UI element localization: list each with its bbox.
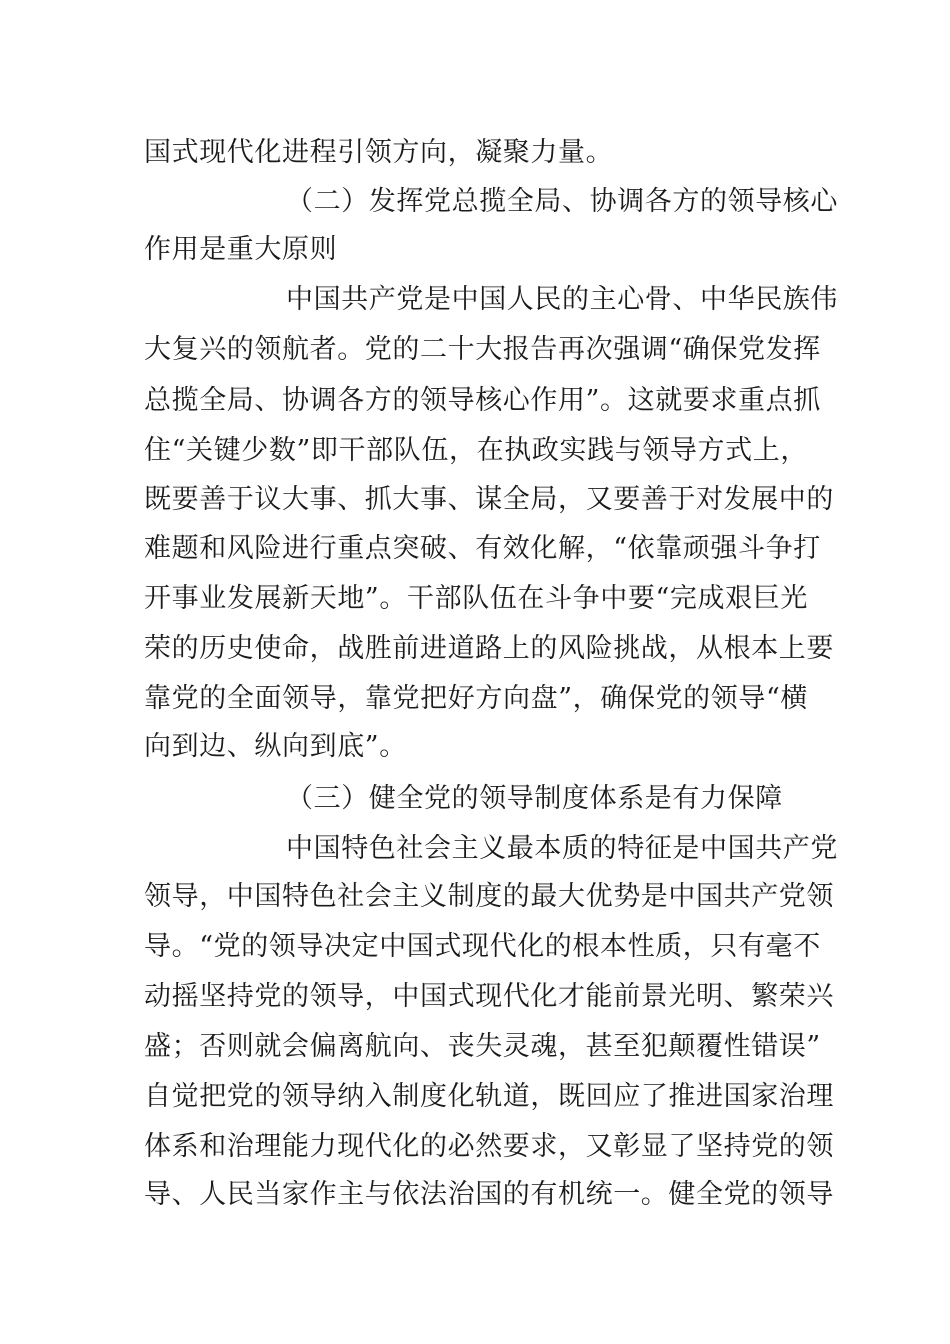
text-line: 难题和风险进行重点突破、有效化解，“依靠顽强斗争打 [144,533,821,564]
text-line: 总揽全局、协调各方的领导核心作用”。这就要求重点抓 [144,385,821,416]
text-line: 开事业发展新天地”。干部队伍在斗争中要“完成艰巨光 [144,583,808,614]
text-line: 自觉把党的领导纳入制度化轨道，既回应了推进国家治理 [144,1081,834,1112]
section-heading-3: （三）健全党的领导制度体系是有力保障 [286,783,783,814]
text-line: 既要善于议大事、抓大事、谋全局，又要善于对发展中的 [144,484,834,515]
text-line: 导。“党的领导决定中国式现代化的根本性质，只有毫不 [144,931,821,962]
text-line: 盛；否则就会偏离航向、丧失灵魂，甚至犯颠覆性错误” [144,1031,821,1062]
text-line: 大复兴的领航者。党的二十大报告再次强调“确保党发挥 [144,334,821,365]
text-line: 靠党的全面领导，靠党把好方向盘”，确保党的领导“横 [144,683,808,714]
text-line: 国式现代化进程引领方向，凝聚力量。 [144,137,614,168]
section-heading-2-cont: 作用是重大原则 [144,234,338,265]
text-line: 导、人民当家作主与依法治国的有机统一。健全党的领导 [144,1179,834,1210]
paragraph-start: 中国共产党是中国人民的主心骨、中华民族伟 [286,284,838,315]
section-heading-2: （二）发挥党总揽全局、协调各方的领导核心 [286,186,838,217]
text-line: 住“关键少数”即干部队伍，在执政实践与领导方式上， [144,435,808,466]
text-line: 领导，中国特色社会主义制度的最大优势是中国共产党领 [144,881,834,912]
text-line: 向到边、纵向到底”。 [144,731,407,762]
text-line: 动摇坚持党的领导，中国式现代化才能前景光明、繁荣兴 [144,981,834,1012]
paragraph-start: 中国特色社会主义最本质的特征是中国共产党 [286,833,838,864]
text-line: 体系和治理能力现代化的必然要求，又彰显了坚持党的领 [144,1131,834,1162]
text-line: 荣的历史使命，战胜前进道路上的风险挑战，从根本上要 [144,633,834,664]
